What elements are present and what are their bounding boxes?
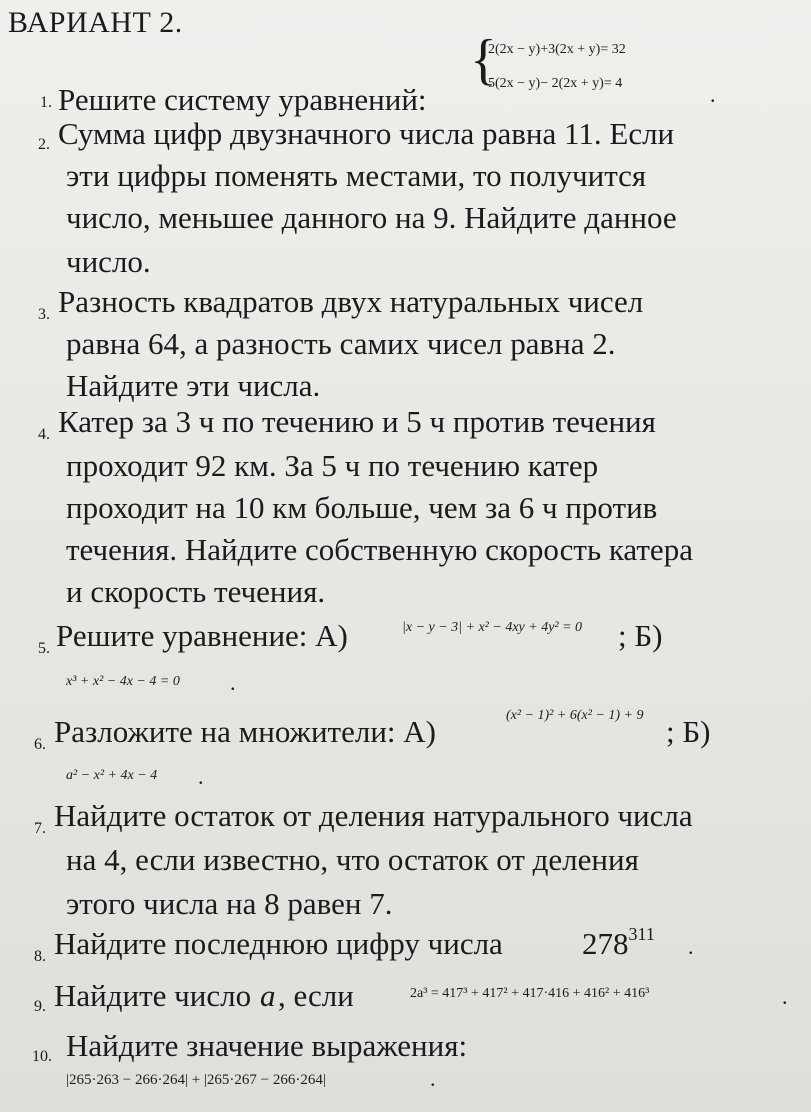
task-3 <box>0 282 811 412</box>
task-number: 10. <box>32 1048 52 1065</box>
formula: 2a³ = 417³ + 417² + 417·416 + 416² + 416³ <box>410 986 650 1001</box>
formula-a: (x² − 1)² + 6(x² − 1) + 9 <box>506 708 644 723</box>
task-text-line: Разность квадратов двух натуральных чисел <box>58 284 644 319</box>
separator-text: ; Б) <box>666 714 711 749</box>
trailing-period: . <box>688 934 694 959</box>
power-base-value: 278 <box>582 926 629 961</box>
task-text-line: равна 64, а разность самих чисел равна 2. <box>66 326 616 361</box>
formula-a: |x − y − 3| + x² − 4xy + 4y² = 0 <box>402 620 583 635</box>
task-8 <box>0 924 811 974</box>
task-number: 8. <box>34 948 46 965</box>
formula: |265·263 − 266·264| + |265·267 − 266·264| <box>66 1072 326 1088</box>
trailing-period: . <box>782 984 788 1009</box>
trailing-period: . <box>430 1066 436 1091</box>
trailing-period: . <box>710 82 716 107</box>
task-text-line: , если <box>278 978 354 1013</box>
formula-b: a² − x² + 4x − 4 <box>66 768 158 783</box>
task-text-line: Разложите на множители: А) <box>54 714 436 749</box>
task-text-line: Найдите последнюю цифру числа <box>54 926 503 961</box>
variable-a: a <box>260 978 276 1013</box>
task-10 <box>0 1026 811 1112</box>
task-9 <box>0 976 811 1026</box>
task-number: 4. <box>38 426 50 443</box>
trailing-period: . <box>198 764 204 789</box>
task-text-line: Решите уравнение: А) <box>56 618 348 653</box>
task-number: 9. <box>34 998 46 1015</box>
task-text-line: Сумма цифр двузначного числа равна 11. Если <box>58 116 675 151</box>
task-text-line: течения. Найдите собственную скорость катера <box>66 532 693 567</box>
task-text-line: Найдите число <box>54 978 252 1013</box>
task-number: 3. <box>38 306 50 323</box>
task-text-line: Найдите эти числа. <box>66 368 321 403</box>
task-text-line: проходит 92 км. За 5 ч по течению катер <box>66 448 599 483</box>
formula-b: x³ + x² − 4x − 4 = 0 <box>66 674 180 689</box>
task-number: 7. <box>34 820 46 837</box>
trailing-period: . <box>230 670 236 695</box>
task-text-line: и скорость течения. <box>66 574 326 609</box>
task-text-line: Катер за 3 ч по течению и 5 ч против течения <box>58 404 656 439</box>
task-number: 6. <box>34 736 46 753</box>
task-text-line: проходит на 10 км больше, чем за 6 ч против <box>66 490 658 525</box>
variant-title: ВАРИАНТ 2. <box>8 6 183 39</box>
task-text-line: число. <box>66 244 151 279</box>
task-text-line: Найдите остаток от деления натурального числа <box>54 798 693 833</box>
separator-text: ; Б) <box>618 618 663 653</box>
task-7 <box>0 796 811 926</box>
task-text-line: Решите систему уравнений: <box>58 82 427 117</box>
task-number: 2. <box>38 136 50 153</box>
task-4 <box>0 402 811 612</box>
task-text-line: этого числа на 8 равен 7. <box>66 886 393 921</box>
task-text-line: на 4, если известно, что остаток от деления <box>66 842 639 877</box>
task-text-line: эти цифры поменять местами, то получится <box>66 158 647 193</box>
task-number: 1. <box>40 94 52 111</box>
task-6 <box>0 708 811 792</box>
power-exponent: 311 <box>628 924 655 944</box>
system-brace: { <box>470 29 497 91</box>
task-number: 5. <box>38 640 50 657</box>
power-base <box>582 926 655 962</box>
system-equation-2: 5(2x − y)− 2(2x + y)= 4 <box>488 76 623 91</box>
task-2 <box>0 112 811 282</box>
system-equation-1: 2(2x − y)+3(2x + y)= 32 <box>488 42 626 57</box>
task-5 <box>0 616 811 706</box>
task-text-line: число, меньшее данного на 9. Найдите данное <box>66 200 677 235</box>
task-text-line: Найдите значение выражения: <box>66 1028 468 1063</box>
